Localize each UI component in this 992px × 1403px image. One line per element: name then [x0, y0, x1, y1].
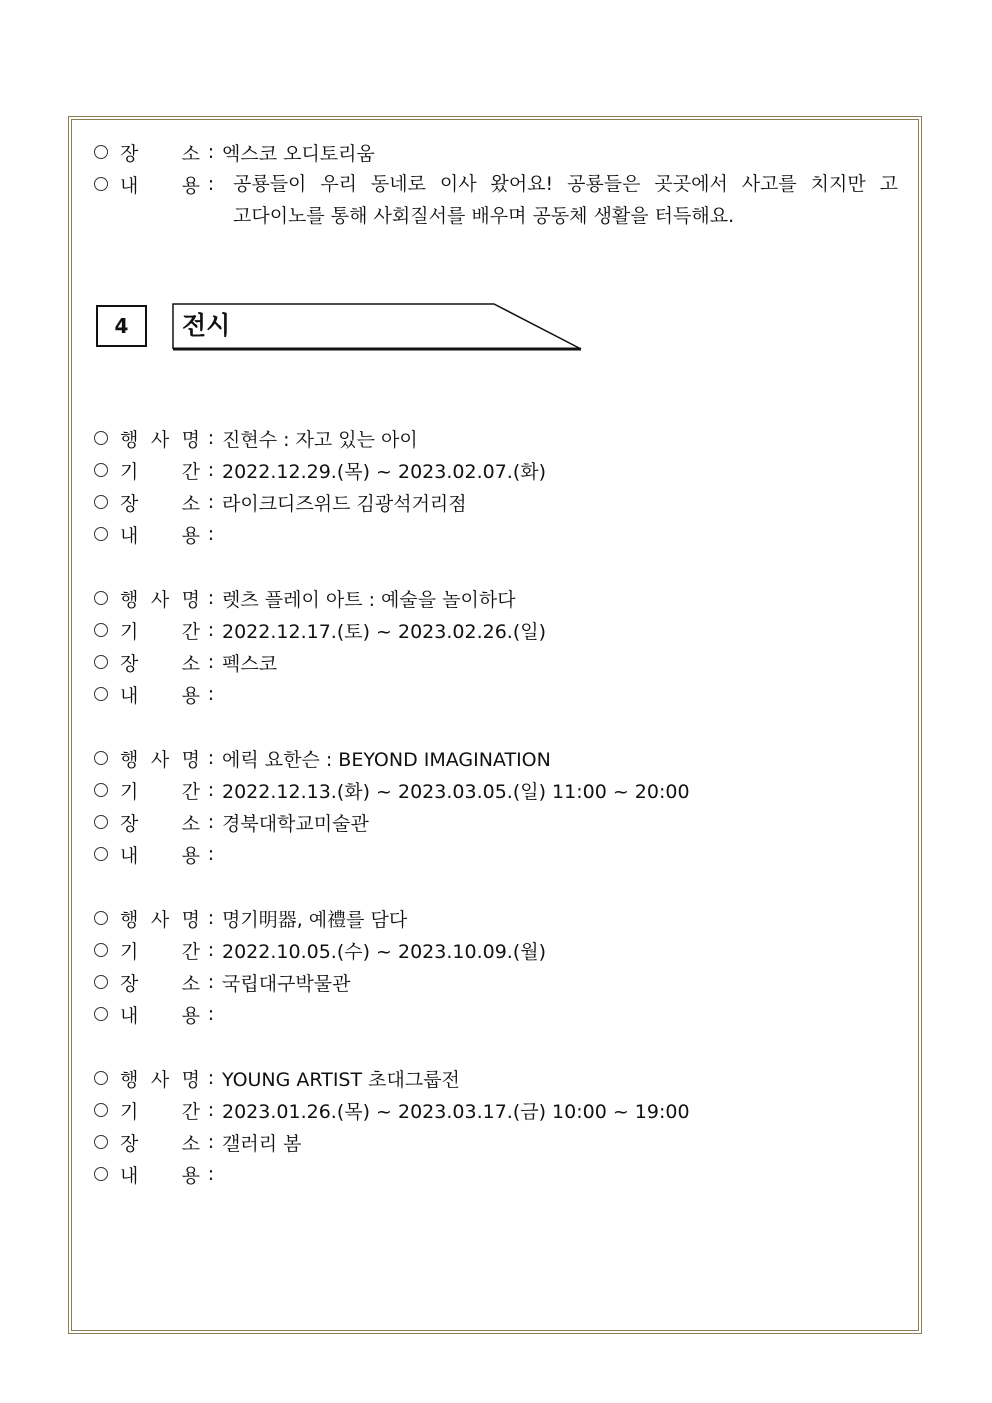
section-title-tab	[172, 302, 584, 352]
content-label: 내 용	[120, 684, 200, 707]
event-name-value: YOUNG ARTIST 초대그룹전	[222, 1068, 460, 1091]
bullet-circle-icon	[94, 1071, 108, 1085]
bullet-circle-icon	[94, 815, 108, 829]
event-name-row: 행 사 명 : 에릭 요한슨 : BEYOND IMAGINATION	[94, 743, 551, 773]
period-label: 기 간	[120, 620, 200, 643]
event-content-row: 내 용 :	[94, 679, 222, 709]
event-period-value: 2022.10.05.(수) ~ 2023.10.09.(월)	[222, 940, 547, 963]
bullet-circle-icon	[94, 783, 108, 797]
event-period-row: 기 간 : 2022.12.13.(화) ~ 2023.03.05.(일) 11:00 ~ 20:00	[94, 775, 690, 805]
bullet-circle-icon	[94, 751, 108, 765]
event-venue-value: 국립대구박물관	[222, 972, 351, 995]
bullet-circle-icon	[94, 943, 108, 957]
bullet-circle-icon	[94, 463, 108, 477]
bullet-circle-icon	[94, 527, 108, 541]
event-venue-row: 장 소 : 갤러리 봄	[94, 1127, 301, 1157]
event-venue-value: 경북대학교미술관	[222, 812, 369, 835]
bullet-circle-icon	[94, 431, 108, 445]
event-name-label: 행 사 명	[120, 588, 200, 611]
event-venue-row: 장 소 : 국립대구박물관	[94, 967, 350, 997]
event-name-value: 명기明器, 예禮를 담다	[222, 908, 408, 931]
content-label: 내 용	[120, 524, 200, 547]
bullet-circle-icon	[94, 1103, 108, 1117]
event-period-row: 기 간 : 2022.10.05.(수) ~ 2023.10.09.(월)	[94, 935, 546, 965]
event-venue-value: 라이크디즈위드 김광석거리점	[222, 492, 467, 515]
event-name-row: 행 사 명 : YOUNG ARTIST 초대그룹전	[94, 1063, 460, 1093]
event-period-row: 기 간 : 2022.12.17.(토) ~ 2023.02.26.(일)	[94, 615, 546, 645]
event-name-row: 행 사 명 : 진현수 : 자고 있는 아이	[94, 423, 418, 453]
venue-label: 장 소	[120, 142, 200, 165]
section-title: 전시	[182, 311, 231, 340]
event-period-value: 2022.12.13.(화) ~ 2023.03.05.(일) 11:00 ~ 20:00	[222, 780, 690, 803]
event-name-label: 행 사 명	[120, 1068, 200, 1091]
event-content-row: 내 용 :	[94, 1159, 222, 1189]
bullet-circle-icon	[94, 975, 108, 989]
event-name-label: 행 사 명	[120, 428, 200, 451]
bullet-circle-icon	[94, 687, 108, 701]
section-number: 4	[96, 305, 147, 347]
event-period-value: 2023.01.26.(목) ~ 2023.03.17.(금) 10:00 ~ 19:00	[222, 1100, 690, 1123]
bullet-circle-icon	[94, 847, 108, 861]
event-name-row: 행 사 명 : 렛츠 플레이 아트 : 예술을 놀이하다	[94, 583, 516, 613]
bullet-circle-icon	[94, 1135, 108, 1149]
prev-content-row: 내 용 :	[94, 169, 222, 199]
event-period-value: 2022.12.29.(목) ~ 2023.02.07.(화)	[222, 460, 547, 483]
event-content-row: 내 용 :	[94, 999, 222, 1029]
event-content-row: 내 용 :	[94, 519, 222, 549]
period-label: 기 간	[120, 940, 200, 963]
bullet-circle-icon	[94, 911, 108, 925]
event-period-row: 기 간 : 2022.12.29.(목) ~ 2023.02.07.(화)	[94, 455, 546, 485]
bullet-circle-icon	[94, 145, 108, 159]
event-name-row: 행 사 명 : 명기明器, 예禮를 담다	[94, 903, 407, 933]
period-label: 기 간	[120, 460, 200, 483]
period-label: 기 간	[120, 1100, 200, 1123]
bullet-circle-icon	[94, 623, 108, 637]
venue-label: 장 소	[120, 652, 200, 675]
event-venue-row: 장 소 : 라이크디즈위드 김광석거리점	[94, 487, 467, 517]
content-label: 내 용	[120, 844, 200, 867]
bullet-circle-icon	[94, 177, 108, 191]
event-venue-row: 장 소 : 경북대학교미술관	[94, 807, 369, 837]
event-period-value: 2022.12.17.(토) ~ 2023.02.26.(일)	[222, 620, 547, 643]
event-name-value: 진현수 : 자고 있는 아이	[222, 428, 418, 451]
event-content-row: 내 용 :	[94, 839, 222, 869]
event-period-row: 기 간 : 2023.01.26.(목) ~ 2023.03.17.(금) 10:00 ~ 19:00	[94, 1095, 690, 1125]
bullet-circle-icon	[94, 495, 108, 509]
bullet-circle-icon	[94, 591, 108, 605]
prev-venue-value: 엑스코 오디토리움	[222, 142, 375, 165]
venue-label: 장 소	[120, 1132, 200, 1155]
event-name-label: 행 사 명	[120, 908, 200, 931]
event-venue-row: 장 소 : 펙스코	[94, 647, 277, 677]
event-venue-value: 펙스코	[222, 652, 278, 675]
prev-venue-row: 장 소 : 엑스코 오디토리움	[94, 137, 375, 167]
bullet-circle-icon	[94, 1167, 108, 1181]
bullet-circle-icon	[94, 655, 108, 669]
content-label: 내 용	[120, 1164, 200, 1187]
content-label: 내 용	[120, 1004, 200, 1027]
event-name-label: 행 사 명	[120, 748, 200, 771]
venue-label: 장 소	[120, 492, 200, 515]
venue-label: 장 소	[120, 972, 200, 995]
bullet-circle-icon	[94, 1007, 108, 1021]
event-name-value: 렛츠 플레이 아트 : 예술을 놀이하다	[222, 588, 516, 611]
event-name-value: 에릭 요한슨 : BEYOND IMAGINATION	[222, 748, 551, 771]
prev-content-text: 공룡들이 우리 동네로 이사 왔어요! 공룡들은 곳곳에서 사고를 치지만 고 고다이노를 통해 사회질서를 배우며 공동체 생활을 터득해요.	[233, 173, 898, 227]
venue-label: 장 소	[120, 812, 200, 835]
content-label: 내 용	[120, 174, 200, 197]
period-label: 기 간	[120, 780, 200, 803]
event-venue-value: 갤러리 봄	[222, 1132, 302, 1155]
